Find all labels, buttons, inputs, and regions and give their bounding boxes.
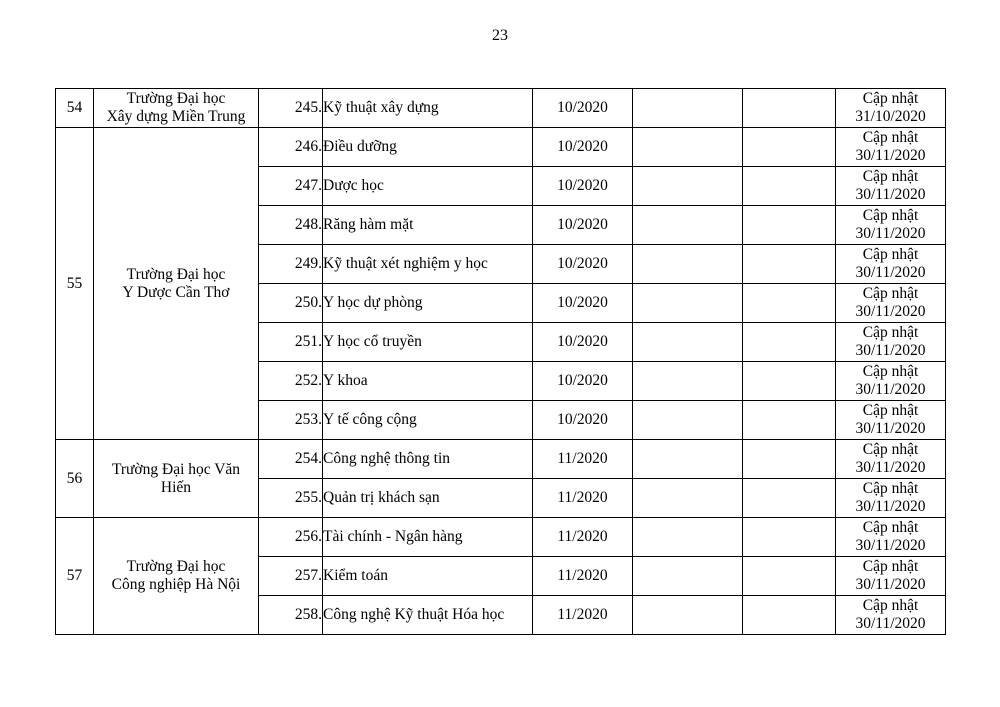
program-name: Kiểm toán <box>323 557 533 596</box>
update-note: Cập nhật 30/11/2020 <box>836 596 946 635</box>
institution-number: 54 <box>56 89 94 128</box>
program-index: 254. <box>259 440 323 479</box>
empty-cell <box>743 440 836 479</box>
table-row <box>56 89 946 128</box>
update-note: Cập nhật 30/11/2020 <box>836 479 946 518</box>
empty-cell <box>633 479 743 518</box>
program-index: 249. <box>259 245 323 284</box>
program-index: 257. <box>259 557 323 596</box>
institution-number: 56 <box>56 440 94 518</box>
program-index: 248. <box>259 206 323 245</box>
empty-cell <box>633 89 743 128</box>
table-row <box>56 128 946 167</box>
program-name: Công nghệ Kỹ thuật Hóa học <box>323 596 533 635</box>
evaluation-date: 11/2020 <box>533 557 633 596</box>
table-row <box>56 518 946 557</box>
program-name: Tài chính - Ngân hàng <box>323 518 533 557</box>
page-number: 23 <box>492 27 508 44</box>
empty-cell <box>633 128 743 167</box>
empty-cell <box>633 401 743 440</box>
program-index: 253. <box>259 401 323 440</box>
update-note: Cập nhật 30/11/2020 <box>836 206 946 245</box>
empty-cell <box>743 89 836 128</box>
evaluation-date: 10/2020 <box>533 245 633 284</box>
program-name: Điều dưỡng <box>323 128 533 167</box>
institution-number: 55 <box>56 128 94 440</box>
evaluation-date: 10/2020 <box>533 89 633 128</box>
update-note: Cập nhật 30/11/2020 <box>836 323 946 362</box>
empty-cell <box>743 596 836 635</box>
update-note: Cập nhật 30/11/2020 <box>836 245 946 284</box>
evaluation-date: 11/2020 <box>533 479 633 518</box>
evaluation-date: 10/2020 <box>533 323 633 362</box>
program-index: 247. <box>259 167 323 206</box>
empty-cell <box>743 557 836 596</box>
empty-cell <box>743 518 836 557</box>
program-index: 251. <box>259 323 323 362</box>
program-name: Quản trị khách sạn <box>323 479 533 518</box>
empty-cell <box>743 401 836 440</box>
empty-cell <box>743 167 836 206</box>
program-index: 256. <box>259 518 323 557</box>
empty-cell <box>633 362 743 401</box>
institution-name: Trường Đại học Xây dựng Miền Trung <box>94 89 259 128</box>
empty-cell <box>633 323 743 362</box>
empty-cell <box>633 518 743 557</box>
program-name: Y học cổ truyền <box>323 323 533 362</box>
program-index: 255. <box>259 479 323 518</box>
empty-cell <box>743 206 836 245</box>
update-note: Cập nhật 30/11/2020 <box>836 557 946 596</box>
empty-cell <box>633 167 743 206</box>
evaluation-date: 10/2020 <box>533 362 633 401</box>
empty-cell <box>743 284 836 323</box>
update-note: Cập nhật 30/11/2020 <box>836 401 946 440</box>
update-note: Cập nhật 30/11/2020 <box>836 440 946 479</box>
empty-cell <box>743 479 836 518</box>
update-note: Cập nhật 30/11/2020 <box>836 362 946 401</box>
evaluation-date: 10/2020 <box>533 401 633 440</box>
program-index: 252. <box>259 362 323 401</box>
evaluation-date: 10/2020 <box>533 128 633 167</box>
evaluation-date: 11/2020 <box>533 596 633 635</box>
institution-name: Trường Đại học Công nghiệp Hà Nội <box>94 518 259 635</box>
evaluation-date: 11/2020 <box>533 440 633 479</box>
program-name: Y tế công cộng <box>323 401 533 440</box>
program-name: Răng hàm mặt <box>323 206 533 245</box>
accreditation-table <box>55 88 946 635</box>
empty-cell <box>633 596 743 635</box>
program-index: 246. <box>259 128 323 167</box>
program-name: Công nghệ thông tin <box>323 440 533 479</box>
empty-cell <box>743 362 836 401</box>
empty-cell <box>743 245 836 284</box>
empty-cell <box>633 245 743 284</box>
empty-cell <box>743 128 836 167</box>
evaluation-date: 10/2020 <box>533 206 633 245</box>
empty-cell <box>633 206 743 245</box>
institution-name: Trường Đại học Văn Hiến <box>94 440 259 518</box>
program-name: Kỹ thuật xét nghiệm y học <box>323 245 533 284</box>
update-note: Cập nhật 31/10/2020 <box>836 89 946 128</box>
program-index: 245. <box>259 89 323 128</box>
table-row <box>56 440 946 479</box>
update-note: Cập nhật 30/11/2020 <box>836 167 946 206</box>
program-name: Kỹ thuật xây dựng <box>323 89 533 128</box>
program-index: 250. <box>259 284 323 323</box>
program-name: Y khoa <box>323 362 533 401</box>
institution-name: Trường Đại học Y Dược Cần Thơ <box>94 128 259 440</box>
evaluation-date: 10/2020 <box>533 167 633 206</box>
program-index: 258. <box>259 596 323 635</box>
program-name: Y học dự phòng <box>323 284 533 323</box>
empty-cell <box>633 557 743 596</box>
evaluation-date: 10/2020 <box>533 284 633 323</box>
update-note: Cập nhật 30/11/2020 <box>836 128 946 167</box>
update-note: Cập nhật 30/11/2020 <box>836 284 946 323</box>
empty-cell <box>633 284 743 323</box>
institution-number: 57 <box>56 518 94 635</box>
empty-cell <box>743 323 836 362</box>
evaluation-date: 11/2020 <box>533 518 633 557</box>
program-name: Dược học <box>323 167 533 206</box>
empty-cell <box>633 440 743 479</box>
update-note: Cập nhật 30/11/2020 <box>836 518 946 557</box>
